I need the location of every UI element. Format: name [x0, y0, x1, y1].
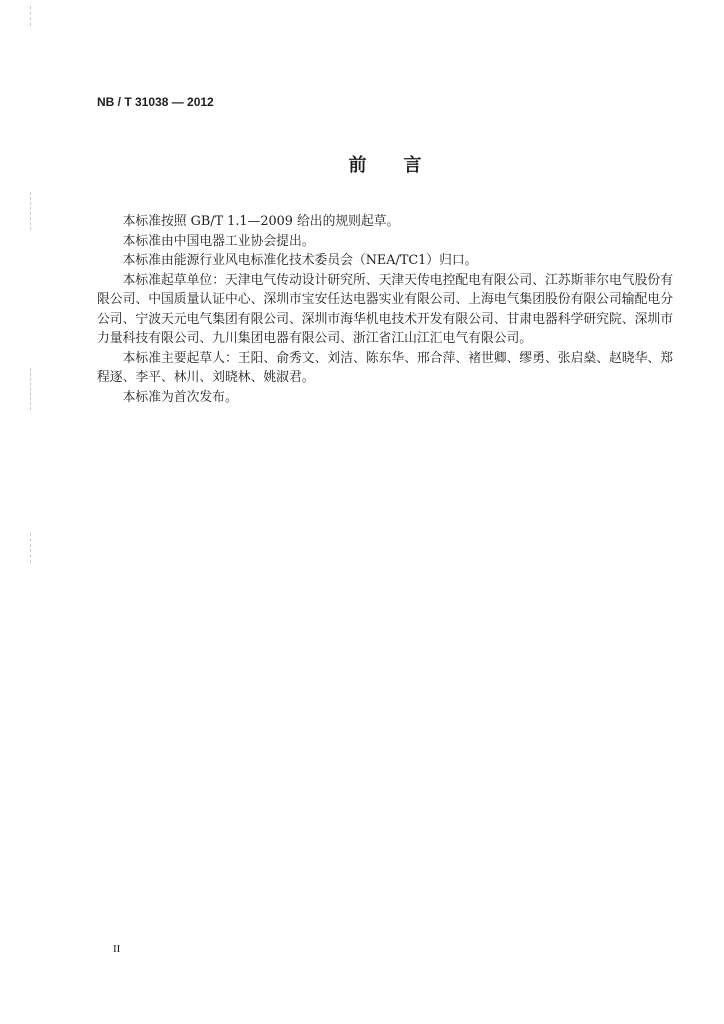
- paragraph-line: 本标准起草单位：天津电气传动设计研究所、天津天传电控配电有限公司、江苏斯菲尔电气股份有: [122, 272, 673, 288]
- paragraph-line: 本标准为首次发布。: [122, 389, 238, 405]
- paragraph-line: 程逐、李平、林川、刘晓林、姚淑君。: [97, 370, 315, 385]
- page-number: II: [113, 943, 121, 955]
- paragraph-first-release: [97, 388, 673, 408]
- binding-mark: [30, 6, 31, 26]
- paragraph-line: 本标准由能源行业风电标准化技术委员会（NEA/TC1）归口。: [122, 253, 478, 268]
- paragraph-drafters: [97, 349, 673, 388]
- paragraph-line: 限公司、中国质量认证中心、深圳市宝安任达电器实业有限公司、上海电气集团股份有限公司输配电分: [97, 292, 673, 307]
- paragraph-drafting-organizations: [97, 271, 673, 349]
- paragraph-line: 本标准由中国电器工业协会提出。: [122, 233, 315, 249]
- paragraph-technical-committee: [97, 251, 673, 271]
- binding-mark: [30, 533, 31, 563]
- paragraph-line: 力量科技有限公司、九川集团电器有限公司、浙江省江山江汇电气有限公司。: [97, 331, 533, 346]
- paragraph-proposer: [97, 232, 673, 252]
- foreword-body: [97, 212, 673, 407]
- standard-number: NB / T 31038 — 2012: [97, 95, 214, 109]
- binding-mark: [30, 192, 31, 230]
- page-title: 前言: [348, 155, 459, 176]
- paragraph-line: 公司、宁波天元电气集团有限公司、深圳市海华机电技术开发有限公司、甘肃电器科学研究院、深圳市: [97, 311, 673, 327]
- paragraph-line: 本标准按照 GB/T 1.1—2009 给出的规则起草。: [122, 214, 400, 229]
- paragraph-drafting-rules: [97, 212, 673, 232]
- binding-mark: [30, 368, 31, 410]
- paragraph-line: 本标准主要起草人：王阳、俞秀文、刘洁、陈东华、邢合萍、褚世卿、缪勇、张启燊、赵晓华、郑: [122, 350, 673, 366]
